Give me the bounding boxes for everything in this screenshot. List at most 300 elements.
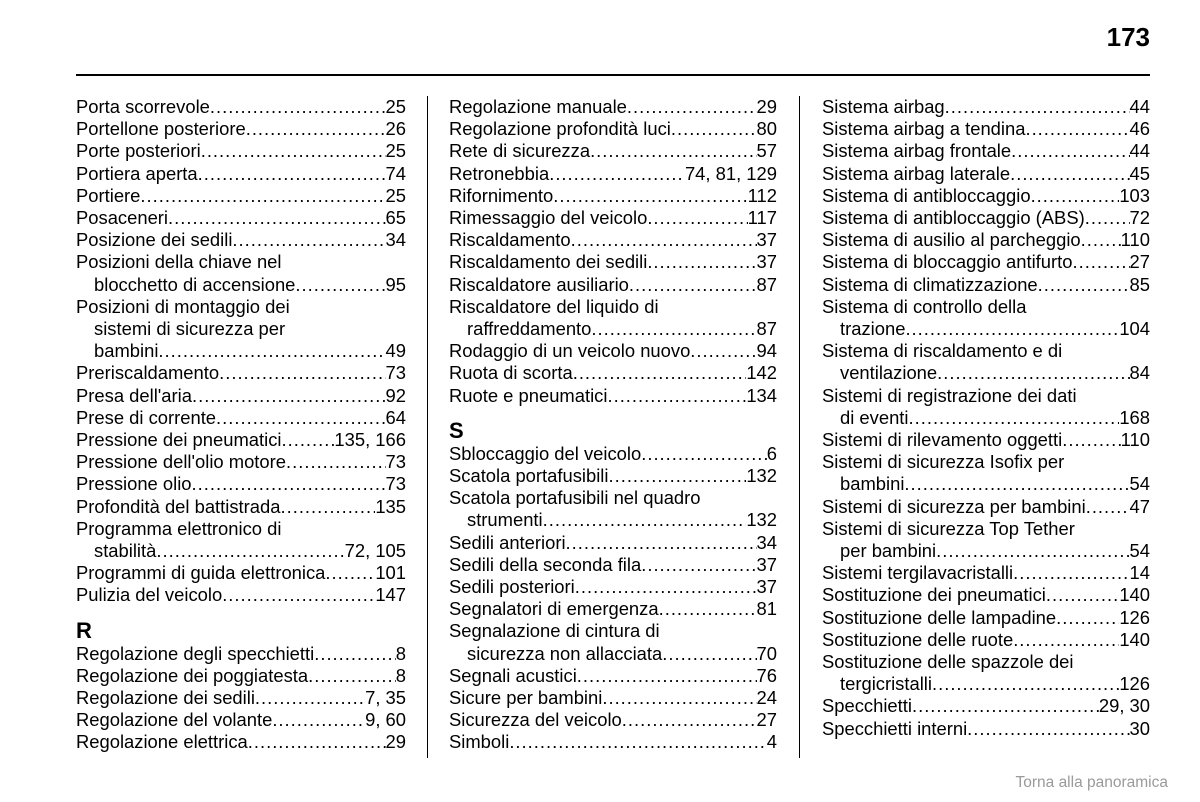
entry-term-line: Segnali acustici bbox=[449, 664, 577, 686]
index-entry[interactable] bbox=[76, 296, 406, 363]
index-entry[interactable] bbox=[822, 118, 1150, 140]
dot-leader bbox=[671, 118, 757, 140]
index-entry[interactable] bbox=[822, 607, 1150, 629]
dot-leader bbox=[1081, 229, 1121, 251]
entry-term-line: Sistemi di sicurezza Isofix per bbox=[822, 451, 1065, 473]
dot-leader bbox=[573, 362, 747, 384]
entry-page-ref[interactable]: 104 bbox=[1119, 318, 1150, 340]
entry-page-ref[interactable]: 126 bbox=[1119, 606, 1150, 628]
entry-term-line: Pulizia del veicolo bbox=[76, 584, 223, 606]
dot-leader bbox=[201, 140, 386, 162]
dot-leader bbox=[286, 451, 386, 473]
entry-term-line: Specchietti interni bbox=[822, 717, 968, 739]
entry-term-line: Portiera aperta bbox=[76, 162, 198, 184]
entry-term-line: Rodaggio di un veicolo nuovo bbox=[449, 340, 691, 362]
entry-term-line: Regolazione profondità luci bbox=[449, 118, 671, 140]
entry-page-ref[interactable]: 44 bbox=[1129, 140, 1150, 162]
entry-term-line: sicurezza non allacciata bbox=[467, 642, 663, 664]
index-entry[interactable] bbox=[76, 185, 406, 207]
entry-page-ref[interactable]: 27 bbox=[756, 709, 777, 731]
entry-term-line: Posizioni di montaggio dei bbox=[76, 295, 290, 317]
index-entry[interactable] bbox=[449, 296, 777, 340]
index-entry[interactable] bbox=[822, 251, 1150, 273]
index-entry[interactable] bbox=[76, 251, 406, 295]
index-entry[interactable] bbox=[822, 207, 1150, 229]
entry-page-ref[interactable]: 84 bbox=[1129, 362, 1150, 384]
index-entry[interactable] bbox=[449, 620, 777, 664]
entry-page-ref[interactable]: 74, 81, 129 bbox=[684, 162, 777, 184]
entry-page-ref[interactable]: 74 bbox=[385, 162, 406, 184]
entry-page-ref[interactable]: 4 bbox=[766, 731, 777, 753]
index-entry[interactable] bbox=[76, 731, 406, 753]
dot-leader bbox=[1086, 496, 1130, 518]
index-entry[interactable] bbox=[449, 687, 777, 709]
index-entry[interactable] bbox=[449, 731, 777, 753]
index-entry[interactable] bbox=[449, 576, 777, 598]
entry-term-line: Portellone posteriore bbox=[76, 118, 246, 140]
dot-leader bbox=[1072, 251, 1129, 273]
dot-leader bbox=[690, 340, 756, 362]
entry-term-line: Riscaldamento dei sedili bbox=[449, 251, 648, 273]
entry-page-ref[interactable]: 37 bbox=[756, 553, 777, 575]
entry-term-line: Sistema airbag bbox=[822, 96, 945, 117]
dot-leader bbox=[608, 465, 746, 487]
dot-leader bbox=[1046, 584, 1119, 606]
index-entry[interactable] bbox=[76, 518, 406, 562]
entry-page-ref[interactable]: 132 bbox=[746, 465, 777, 487]
entry-term-line: Regolazione dei sedili bbox=[76, 687, 255, 709]
entry-term-line: Sistema airbag a tendina bbox=[822, 118, 1026, 140]
index-entry[interactable] bbox=[822, 695, 1150, 717]
entry-page-ref[interactable]: 73 bbox=[385, 451, 406, 473]
entry-term-line: Presa dell'aria bbox=[76, 384, 192, 406]
dot-leader bbox=[192, 385, 386, 407]
index-entry[interactable] bbox=[449, 140, 777, 162]
index-entry[interactable] bbox=[76, 429, 406, 451]
entry-term-line: Sedili della seconda fila bbox=[449, 553, 642, 575]
entry-term-line: Posizione dei sedili bbox=[76, 229, 233, 251]
entry-term-line: bambini bbox=[94, 340, 159, 362]
entry-term-line: Pressione dei pneumatici bbox=[76, 429, 282, 451]
index-entry[interactable] bbox=[76, 163, 406, 185]
entry-page-ref[interactable]: 34 bbox=[385, 229, 406, 251]
entry-page-ref[interactable]: 44 bbox=[1129, 96, 1150, 117]
dot-leader bbox=[622, 709, 757, 731]
entry-term-line: Sicure per bambini bbox=[449, 687, 603, 709]
entry-term-line: Sistemi tergilavacristalli bbox=[822, 562, 1014, 584]
entry-page-ref[interactable]: 80 bbox=[756, 118, 777, 140]
entry-page-ref[interactable]: 45 bbox=[1129, 162, 1150, 184]
index-entry[interactable] bbox=[76, 118, 406, 140]
dot-leader bbox=[553, 185, 747, 207]
entry-term-line: Sistema di riscaldamento e di bbox=[822, 340, 1063, 362]
index-entry[interactable] bbox=[449, 665, 777, 687]
index-entry[interactable] bbox=[822, 496, 1150, 518]
index-entry[interactable] bbox=[822, 96, 1150, 118]
dot-leader bbox=[647, 207, 747, 229]
entry-page-ref[interactable]: 85 bbox=[1129, 273, 1150, 295]
dot-leader bbox=[1056, 607, 1119, 629]
index-entry[interactable] bbox=[76, 229, 406, 251]
dot-leader bbox=[967, 718, 1129, 740]
dot-leader bbox=[1031, 185, 1120, 207]
index-entry[interactable] bbox=[76, 473, 406, 495]
entry-term-line: Portiere bbox=[76, 184, 141, 206]
entry-page-ref[interactable]: 6 bbox=[766, 442, 777, 464]
entry-page-ref[interactable]: 147 bbox=[375, 584, 406, 606]
index-entry[interactable] bbox=[822, 651, 1150, 695]
index-entry[interactable] bbox=[76, 451, 406, 473]
section-letter: R bbox=[76, 617, 92, 643]
index-entry[interactable] bbox=[822, 274, 1150, 296]
dot-leader bbox=[662, 643, 756, 665]
entry-term-line: Sostituzione delle lampadine bbox=[822, 606, 1057, 628]
entry-term-line: Sistemi di registrazione dei dati bbox=[822, 384, 1077, 406]
entry-page-ref[interactable]: 14 bbox=[1129, 562, 1150, 584]
entry-page-ref[interactable]: 29 bbox=[385, 731, 406, 753]
dot-leader bbox=[912, 695, 1099, 717]
entry-term-line: Sostituzione delle ruote bbox=[822, 628, 1014, 650]
index-entry[interactable] bbox=[449, 487, 777, 531]
index-entry[interactable] bbox=[822, 451, 1150, 495]
index-entry[interactable] bbox=[822, 718, 1150, 740]
entry-term-line: Pressione olio bbox=[76, 473, 192, 495]
index-entry[interactable] bbox=[822, 385, 1150, 429]
index-entry[interactable] bbox=[76, 496, 406, 518]
entry-term-line: Sistemi di rilevamento oggetti bbox=[822, 429, 1063, 451]
index-entry[interactable] bbox=[449, 118, 777, 140]
entry-term-line: Regolazione elettrica bbox=[76, 731, 248, 753]
entry-page-ref[interactable]: 54 bbox=[1129, 473, 1150, 495]
index-entry[interactable] bbox=[822, 340, 1150, 384]
entry-page-ref[interactable]: 81 bbox=[756, 598, 777, 620]
entry-term-line: Simboli bbox=[449, 731, 510, 753]
dot-leader bbox=[158, 340, 385, 362]
entry-page-ref[interactable]: 73 bbox=[385, 473, 406, 495]
index-entry[interactable] bbox=[76, 207, 406, 229]
index-entry[interactable] bbox=[449, 207, 777, 229]
entry-page-ref[interactable]: 29, 30 bbox=[1098, 695, 1150, 717]
dot-leader bbox=[590, 140, 756, 162]
entry-term-line: Sistema airbag frontale bbox=[822, 140, 1012, 162]
index-entry[interactable] bbox=[822, 296, 1150, 340]
entry-term-line: Sedili anteriori bbox=[449, 531, 566, 553]
index-entry[interactable] bbox=[76, 665, 406, 687]
entry-term-line: Sistema di antibloccaggio (ABS) bbox=[822, 207, 1085, 229]
entry-term-line: Riscaldamento bbox=[449, 229, 571, 251]
entry-term-line: Riscaldatore ausiliario bbox=[449, 273, 629, 295]
entry-page-ref[interactable]: 126 bbox=[1119, 673, 1150, 695]
entry-page-ref[interactable]: 95 bbox=[385, 273, 406, 295]
dot-leader bbox=[509, 731, 766, 753]
entry-page-ref[interactable]: 49 bbox=[385, 340, 406, 362]
dot-leader bbox=[905, 318, 1119, 340]
entry-page-ref[interactable]: 110 bbox=[1120, 229, 1150, 251]
entry-term-line: Porte posteriori bbox=[76, 140, 201, 162]
dot-leader bbox=[272, 709, 365, 731]
entry-term-line: Profondità del battistrada bbox=[76, 495, 281, 517]
dot-leader bbox=[222, 584, 375, 606]
entry-page-ref[interactable]: 47 bbox=[1129, 495, 1150, 517]
entry-term-line: Sistema di controllo della bbox=[822, 295, 1027, 317]
dot-leader bbox=[909, 407, 1120, 429]
dot-leader bbox=[198, 163, 386, 185]
index-entry[interactable] bbox=[449, 163, 777, 185]
index-entry[interactable] bbox=[822, 163, 1150, 185]
dot-leader bbox=[192, 473, 386, 495]
entry-page-ref[interactable]: 134 bbox=[746, 384, 777, 406]
entry-page-ref[interactable]: 64 bbox=[385, 406, 406, 428]
dot-leader bbox=[591, 318, 756, 340]
entry-term-line: ventilazione bbox=[840, 362, 938, 384]
index-entry[interactable] bbox=[449, 532, 777, 554]
dot-leader bbox=[314, 643, 396, 665]
entry-page-ref[interactable]: 72, 105 bbox=[344, 540, 406, 562]
entry-page-ref[interactable]: 25 bbox=[385, 96, 406, 117]
entry-page-ref[interactable]: 8 bbox=[395, 642, 406, 664]
entry-term-line: Regolazione degli specchietti bbox=[76, 642, 315, 664]
entry-page-ref[interactable]: 87 bbox=[756, 273, 777, 295]
index-entry[interactable] bbox=[449, 251, 777, 273]
index-entry[interactable] bbox=[449, 229, 777, 251]
entry-page-ref[interactable]: 87 bbox=[756, 318, 777, 340]
entry-term-line: di eventi bbox=[840, 406, 909, 428]
entry-page-ref[interactable]: 76 bbox=[756, 664, 777, 686]
index-entry[interactable] bbox=[449, 709, 777, 731]
entry-page-ref[interactable]: 29 bbox=[756, 96, 777, 117]
index-entry[interactable] bbox=[76, 709, 406, 731]
dot-leader bbox=[219, 362, 385, 384]
index-entry[interactable] bbox=[76, 562, 406, 584]
entry-term-line: Sistema airbag laterale bbox=[822, 162, 1011, 184]
entry-term-line: bambini bbox=[840, 473, 905, 495]
index-entry[interactable] bbox=[449, 554, 777, 576]
dot-leader bbox=[575, 576, 757, 598]
entry-term-line: tergicristalli bbox=[840, 673, 932, 695]
entry-page-ref[interactable]: 30 bbox=[1129, 717, 1150, 739]
entry-term-line: Posaceneri bbox=[76, 207, 169, 229]
entry-page-ref[interactable]: 27 bbox=[1129, 251, 1150, 273]
dot-leader bbox=[1011, 140, 1129, 162]
dot-leader bbox=[1085, 207, 1130, 229]
entry-page-ref[interactable]: 54 bbox=[1129, 540, 1150, 562]
dot-leader bbox=[1062, 429, 1120, 451]
entry-page-ref[interactable]: 7, 35 bbox=[365, 687, 406, 709]
dot-leader bbox=[246, 118, 386, 140]
entry-term-line: Retronebbia bbox=[449, 162, 550, 184]
index-entry[interactable] bbox=[449, 385, 777, 407]
entry-term-line: trazione bbox=[840, 318, 906, 340]
dot-leader bbox=[1038, 274, 1130, 296]
entry-term-line: Scatola portafusibili nel quadro bbox=[449, 487, 701, 509]
dot-leader bbox=[325, 562, 375, 584]
dot-leader bbox=[571, 229, 757, 251]
index-entry[interactable] bbox=[76, 140, 406, 162]
dot-leader bbox=[627, 96, 757, 118]
entry-term-line: Programmi di guida elettronica bbox=[76, 562, 326, 584]
entry-term-line: Sistema di bloccaggio antifurto bbox=[822, 251, 1073, 273]
dot-leader bbox=[937, 362, 1129, 384]
dot-leader bbox=[281, 429, 334, 451]
entry-term-line: Preriscaldamento bbox=[76, 362, 220, 384]
dot-leader bbox=[543, 509, 747, 531]
entry-term-line: Rimessaggio del veicolo bbox=[449, 207, 648, 229]
entry-page-ref[interactable]: 112 bbox=[747, 184, 777, 206]
entry-term-line: Regolazione manuale bbox=[449, 96, 627, 117]
entry-page-ref[interactable]: 94 bbox=[756, 340, 777, 362]
dot-leader bbox=[255, 687, 365, 709]
entry-page-ref[interactable]: 140 bbox=[1119, 628, 1150, 650]
dot-leader bbox=[607, 385, 746, 407]
dot-leader bbox=[1013, 562, 1129, 584]
column-separator-2 bbox=[799, 96, 800, 758]
entry-page-ref[interactable]: 37 bbox=[756, 251, 777, 273]
entry-page-ref[interactable]: 168 bbox=[1119, 406, 1150, 428]
index-entry[interactable] bbox=[449, 443, 777, 465]
entry-page-ref[interactable]: 65 bbox=[385, 207, 406, 229]
entry-page-ref[interactable]: 37 bbox=[756, 576, 777, 598]
dot-leader bbox=[602, 687, 756, 709]
entry-term-line: Rete di sicurezza bbox=[449, 140, 591, 162]
index-entry[interactable] bbox=[449, 340, 777, 362]
entry-term-line: Sistemi di sicurezza per bambini bbox=[822, 495, 1086, 517]
index-entry[interactable] bbox=[449, 362, 777, 384]
entry-page-ref[interactable]: 72 bbox=[1129, 207, 1150, 229]
dot-leader bbox=[945, 96, 1130, 118]
index-entry[interactable] bbox=[449, 598, 777, 620]
dot-leader bbox=[1010, 163, 1129, 185]
dot-leader bbox=[549, 163, 685, 185]
index-entry[interactable] bbox=[76, 687, 406, 709]
entry-page-ref[interactable]: 92 bbox=[385, 384, 406, 406]
entry-page-ref[interactable]: 25 bbox=[385, 140, 406, 162]
dot-leader bbox=[641, 443, 767, 465]
entry-term-line: Prese di corrente bbox=[76, 406, 217, 428]
page-number: 173 bbox=[1106, 22, 1150, 52]
entry-term-line: Sedili posteriori bbox=[449, 576, 575, 598]
entry-term-line: strumenti bbox=[467, 509, 543, 531]
index-column-1 bbox=[76, 96, 406, 754]
entry-page-ref[interactable]: 25 bbox=[385, 184, 406, 206]
entry-term-line: Sostituzione delle spazzole dei bbox=[822, 651, 1074, 673]
index-entry[interactable] bbox=[822, 229, 1150, 251]
entry-term-line: Sistema di climatizzazione bbox=[822, 273, 1038, 295]
entry-term-line: per bambini bbox=[840, 540, 937, 562]
entry-page-ref[interactable]: 8 bbox=[395, 664, 406, 686]
entry-term-line: Regolazione dei poggiatesta bbox=[76, 664, 309, 686]
entry-page-ref[interactable]: 9, 60 bbox=[365, 709, 406, 731]
index-entry[interactable] bbox=[822, 185, 1150, 207]
dot-leader bbox=[210, 96, 386, 118]
entry-term-line: Riscaldatore del liquido di bbox=[449, 295, 659, 317]
entry-page-ref[interactable]: 135, 166 bbox=[334, 429, 406, 451]
dot-leader bbox=[295, 274, 385, 296]
index-column-2 bbox=[449, 96, 777, 754]
entry-page-ref[interactable]: 101 bbox=[375, 562, 406, 584]
entry-page-ref[interactable]: 117 bbox=[747, 207, 777, 229]
index-entry[interactable] bbox=[76, 385, 406, 407]
dot-leader bbox=[168, 207, 386, 229]
entry-page-ref[interactable]: 34 bbox=[756, 531, 777, 553]
entry-page-ref[interactable]: 57 bbox=[756, 140, 777, 162]
entry-term-line: Ruota di scorta bbox=[449, 362, 573, 384]
index-entry[interactable] bbox=[76, 643, 406, 665]
entry-page-ref[interactable]: 24 bbox=[756, 687, 777, 709]
index-entry[interactable] bbox=[822, 584, 1150, 606]
dot-leader bbox=[641, 554, 756, 576]
index-entry[interactable] bbox=[449, 274, 777, 296]
entry-term-line: Posizioni della chiave nel bbox=[76, 251, 282, 273]
entry-term-line: Segnalazione di cintura di bbox=[449, 620, 660, 642]
index-entry[interactable] bbox=[449, 465, 777, 487]
index-entry[interactable] bbox=[822, 140, 1150, 162]
index-entry[interactable] bbox=[822, 429, 1150, 451]
index-entry[interactable] bbox=[822, 562, 1150, 584]
index-entry[interactable] bbox=[449, 96, 777, 118]
dot-leader bbox=[216, 407, 385, 429]
entry-term-line: Scatola portafusibili bbox=[449, 465, 609, 487]
entry-term-line: Specchietti bbox=[822, 695, 912, 717]
entry-page-ref[interactable]: 110 bbox=[1120, 429, 1150, 451]
dot-leader bbox=[629, 274, 757, 296]
entry-page-ref[interactable]: 135 bbox=[375, 495, 406, 517]
index-column-3 bbox=[822, 96, 1150, 740]
index-entry[interactable] bbox=[76, 407, 406, 429]
dot-leader bbox=[932, 673, 1119, 695]
entry-page-ref[interactable]: 103 bbox=[1119, 184, 1150, 206]
index-entry[interactable] bbox=[76, 584, 406, 606]
dot-leader bbox=[577, 665, 757, 687]
back-to-overview-link[interactable]: Torna alla panoramica bbox=[1015, 774, 1168, 791]
entry-page-ref[interactable]: 73 bbox=[385, 362, 406, 384]
entry-term-line: Regolazione del volante bbox=[76, 709, 273, 731]
entry-term-line: sistemi di sicurezza per bbox=[94, 318, 286, 340]
dot-leader bbox=[248, 731, 386, 753]
dot-leader bbox=[936, 540, 1129, 562]
entry-page-ref[interactable]: 132 bbox=[746, 509, 777, 531]
index-entry[interactable] bbox=[76, 96, 406, 118]
index-entry[interactable] bbox=[822, 518, 1150, 562]
entry-term-line: Programma elettronico di bbox=[76, 517, 282, 539]
entry-term-line: Pressione dell'olio motore bbox=[76, 451, 287, 473]
dot-leader bbox=[1025, 118, 1129, 140]
dot-leader bbox=[232, 229, 385, 251]
dot-leader bbox=[659, 598, 757, 620]
entry-page-ref[interactable]: 26 bbox=[385, 118, 406, 140]
index-entry[interactable] bbox=[76, 362, 406, 384]
entry-term-line: stabilità bbox=[94, 540, 157, 562]
entry-term-line: Sostituzione dei pneumatici bbox=[822, 584, 1046, 606]
entry-page-ref[interactable]: 46 bbox=[1129, 118, 1150, 140]
entry-term-line: Sistema di antibloccaggio bbox=[822, 184, 1031, 206]
dot-leader bbox=[280, 496, 375, 518]
dot-leader bbox=[308, 665, 396, 687]
index-entry[interactable] bbox=[822, 629, 1150, 651]
dot-leader bbox=[904, 473, 1129, 495]
entry-term-line: Porta scorrevole bbox=[76, 96, 210, 117]
index-entry[interactable] bbox=[449, 185, 777, 207]
section-letter: S bbox=[449, 417, 464, 443]
entry-term-line: Rifornimento bbox=[449, 184, 554, 206]
entry-term-line: Sicurezza del veicolo bbox=[449, 709, 622, 731]
entry-term-line: blocchetto di accensione bbox=[94, 273, 296, 295]
entry-page-ref[interactable]: 140 bbox=[1119, 584, 1150, 606]
entry-page-ref[interactable]: 142 bbox=[746, 362, 777, 384]
entry-page-ref[interactable]: 37 bbox=[756, 229, 777, 251]
entry-term-line: raffreddamento bbox=[467, 318, 592, 340]
entry-term-line: Segnalatori di emergenza bbox=[449, 598, 659, 620]
entry-page-ref[interactable]: 70 bbox=[756, 642, 777, 664]
